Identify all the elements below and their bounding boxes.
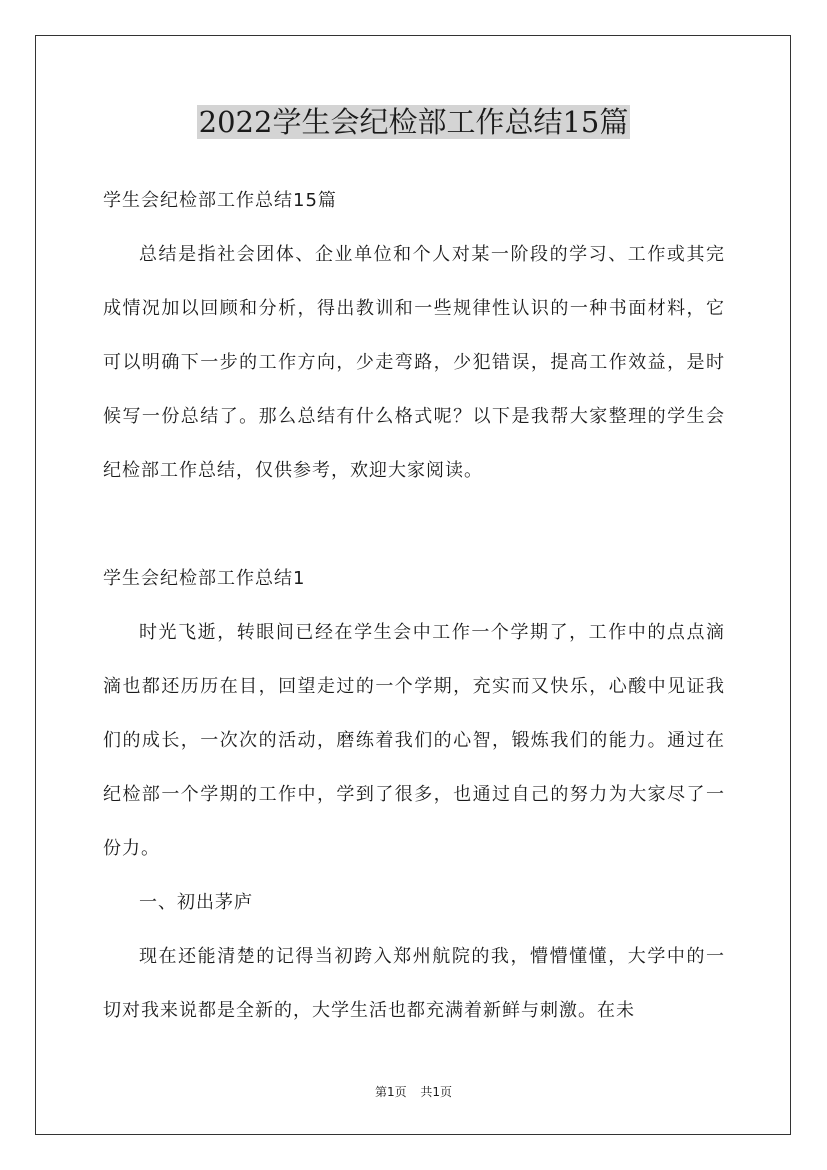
body-paragraph: 时光飞逝，转眼间已经在学生会中工作一个学期了，工作中的点点滴滴也都还历历在目，回望走过的一个学期，充实而又快乐，心酸中见证我们的成长，一次次的活动，磨练着我们的心智，锻炼我们的能力。通过在纪检部一个学期的工作中，学到了很多，也通过自己的努力为大家尽了一份力。 (103, 622, 725, 859)
document-title (0, 102, 827, 142)
document-body (103, 174, 725, 1038)
document-title-text: 2022学生会纪检部工作总结15篇 (198, 105, 629, 139)
page-footer (0, 1083, 827, 1100)
section-heading: 学生会纪检部工作总结1 (103, 568, 306, 589)
body-paragraph-continued: 现在还能清楚的记得当初跨入郑州航院的我，懵懵懂懂，大学中的一切对我来说都是全新的，大学生活也都充满着新鲜与刺激。在未 (103, 946, 725, 1021)
paragraph-gap (103, 498, 725, 552)
subtitle-paragraph: 学生会纪检部工作总结15篇 (103, 190, 337, 211)
page-total: 共1页 (420, 1085, 453, 1099)
subsection-heading: 一、初出茅庐 (139, 892, 253, 913)
intro-paragraph: 总结是指社会团体、企业单位和个人对某一阶段的学习、工作或其完成情况加以回顾和分析，得出教训和一些规律性认识的一种书面材料，它可以明确下一步的工作方向，少走弯路，少犯错误，提高工作效益，是时候写一份总结了。那么总结有什么格式呢？以下是我帮大家整理的学生会纪检部工作总结，仅供参考，欢迎大家阅读。 (103, 244, 725, 481)
page-number: 第1页 (374, 1085, 407, 1099)
